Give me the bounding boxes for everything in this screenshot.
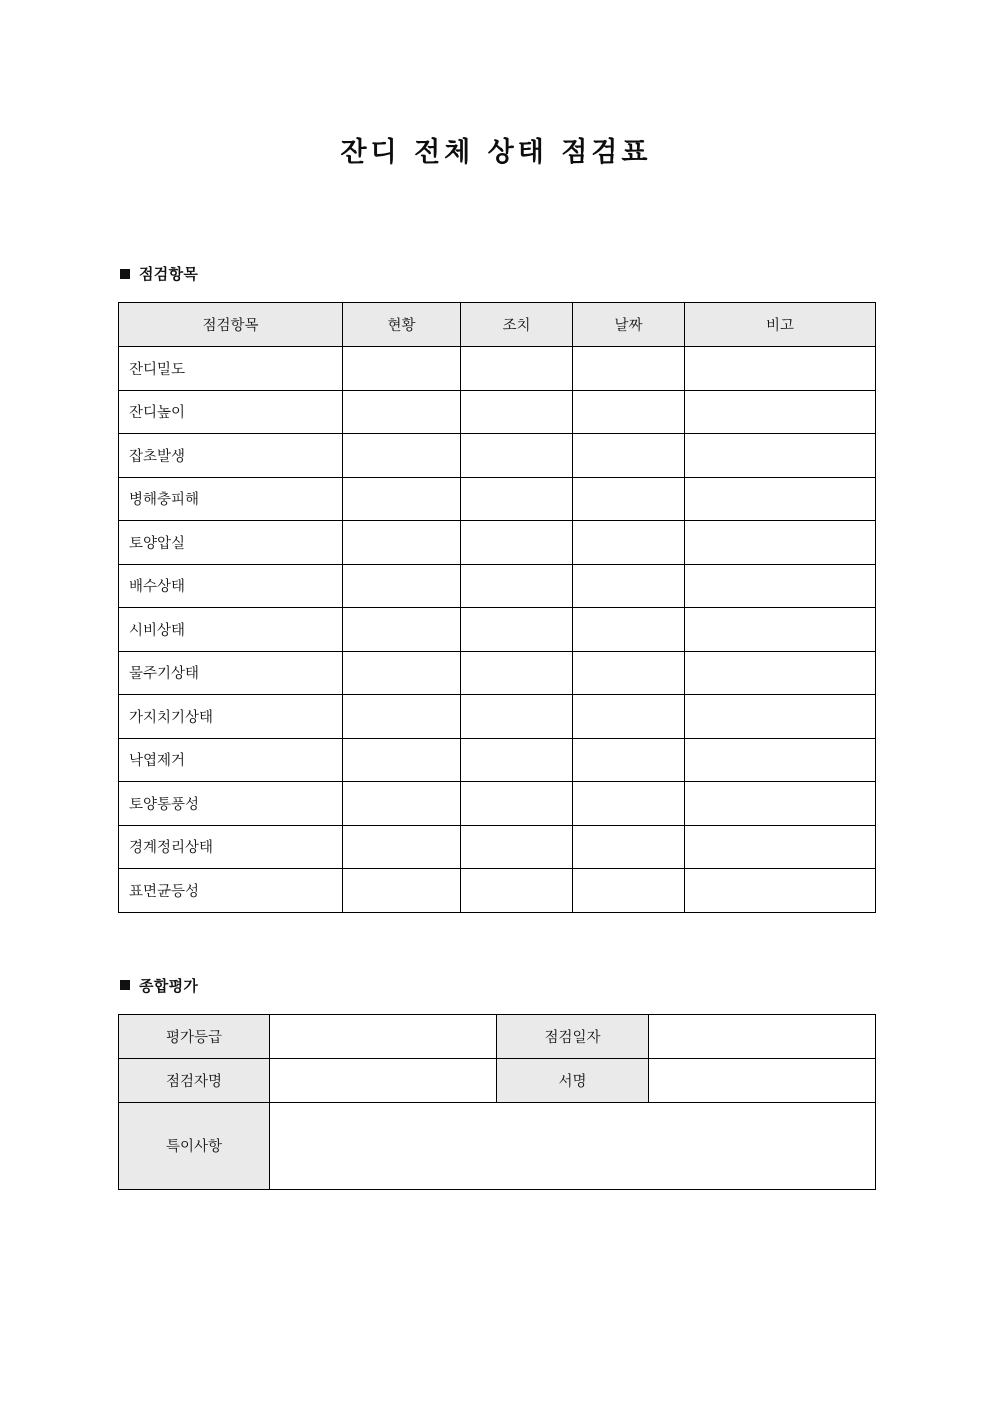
inspection-items-table bbox=[118, 302, 876, 913]
field-signature[interactable] bbox=[649, 1058, 876, 1102]
cell-status[interactable] bbox=[343, 347, 461, 391]
overall-evaluation-table bbox=[118, 1014, 876, 1190]
cell-remark[interactable] bbox=[685, 521, 876, 565]
column-header-status: 현황 bbox=[343, 303, 461, 347]
cell-remark[interactable] bbox=[685, 477, 876, 521]
cell-remark[interactable] bbox=[685, 390, 876, 434]
table-row bbox=[119, 347, 876, 391]
column-header-remark: 비고 bbox=[685, 303, 876, 347]
cell-item-name: 시비상태 bbox=[119, 608, 343, 652]
cell-action[interactable] bbox=[461, 608, 573, 652]
table-row bbox=[119, 825, 876, 869]
cell-item-name: 토양통풍성 bbox=[119, 782, 343, 826]
cell-action[interactable] bbox=[461, 869, 573, 913]
cell-action[interactable] bbox=[461, 434, 573, 478]
cell-status[interactable] bbox=[343, 564, 461, 608]
field-inspection-date[interactable] bbox=[649, 1014, 876, 1058]
cell-remark[interactable] bbox=[685, 434, 876, 478]
cell-status[interactable] bbox=[343, 651, 461, 695]
cell-action[interactable] bbox=[461, 782, 573, 826]
cell-status[interactable] bbox=[343, 608, 461, 652]
table-row bbox=[119, 695, 876, 739]
cell-date[interactable] bbox=[573, 651, 685, 695]
label-evaluation-grade: 평가등급 bbox=[119, 1014, 270, 1058]
field-inspector-name[interactable] bbox=[270, 1058, 497, 1102]
cell-item-name: 경계정리상태 bbox=[119, 825, 343, 869]
cell-status[interactable] bbox=[343, 869, 461, 913]
cell-date[interactable] bbox=[573, 564, 685, 608]
label-inspection-date: 점검일자 bbox=[497, 1014, 649, 1058]
table-header-row bbox=[119, 303, 876, 347]
summary-row-grade-date bbox=[119, 1014, 876, 1058]
cell-item-name: 잡초발생 bbox=[119, 434, 343, 478]
cell-action[interactable] bbox=[461, 695, 573, 739]
cell-remark[interactable] bbox=[685, 738, 876, 782]
label-signature: 서명 bbox=[497, 1058, 649, 1102]
cell-status[interactable] bbox=[343, 477, 461, 521]
cell-remark[interactable] bbox=[685, 869, 876, 913]
label-inspector-name: 점검자명 bbox=[119, 1058, 270, 1102]
cell-item-name: 병해충피해 bbox=[119, 477, 343, 521]
cell-date[interactable] bbox=[573, 869, 685, 913]
table-row bbox=[119, 434, 876, 478]
cell-item-name: 가지치기상태 bbox=[119, 695, 343, 739]
cell-item-name: 잔디높이 bbox=[119, 390, 343, 434]
column-header-action: 조치 bbox=[461, 303, 573, 347]
cell-item-name: 물주기상태 bbox=[119, 651, 343, 695]
cell-status[interactable] bbox=[343, 738, 461, 782]
cell-date[interactable] bbox=[573, 695, 685, 739]
cell-action[interactable] bbox=[461, 477, 573, 521]
cell-action[interactable] bbox=[461, 651, 573, 695]
table-row bbox=[119, 869, 876, 913]
cell-remark[interactable] bbox=[685, 564, 876, 608]
cell-remark[interactable] bbox=[685, 608, 876, 652]
table-row bbox=[119, 390, 876, 434]
section-heading-label: 종합평가 bbox=[139, 976, 199, 995]
summary-row-inspector-signature bbox=[119, 1058, 876, 1102]
cell-remark[interactable] bbox=[685, 782, 876, 826]
cell-status[interactable] bbox=[343, 695, 461, 739]
cell-action[interactable] bbox=[461, 564, 573, 608]
table-row bbox=[119, 782, 876, 826]
table-row bbox=[119, 477, 876, 521]
cell-item-name: 토양압실 bbox=[119, 521, 343, 565]
cell-date[interactable] bbox=[573, 477, 685, 521]
table-row bbox=[119, 651, 876, 695]
cell-remark[interactable] bbox=[685, 825, 876, 869]
cell-action[interactable] bbox=[461, 738, 573, 782]
cell-status[interactable] bbox=[343, 782, 461, 826]
cell-item-name: 표면균등성 bbox=[119, 869, 343, 913]
table-row bbox=[119, 738, 876, 782]
column-header-item: 점검항목 bbox=[119, 303, 343, 347]
cell-status[interactable] bbox=[343, 434, 461, 478]
section-heading-inspection-items bbox=[120, 263, 992, 284]
cell-action[interactable] bbox=[461, 390, 573, 434]
table-row bbox=[119, 521, 876, 565]
cell-action[interactable] bbox=[461, 825, 573, 869]
cell-item-name: 잔디밀도 bbox=[119, 347, 343, 391]
section-heading-label: 점검항목 bbox=[139, 265, 199, 283]
column-header-date: 날짜 bbox=[573, 303, 685, 347]
cell-remark[interactable] bbox=[685, 347, 876, 391]
summary-row-notes bbox=[119, 1102, 876, 1189]
cell-remark[interactable] bbox=[685, 651, 876, 695]
label-special-notes: 특이사항 bbox=[119, 1102, 270, 1189]
cell-date[interactable] bbox=[573, 390, 685, 434]
field-evaluation-grade[interactable] bbox=[270, 1014, 497, 1058]
cell-date[interactable] bbox=[573, 347, 685, 391]
field-special-notes[interactable] bbox=[270, 1102, 876, 1189]
page-title: 잔디 전체 상태 점검표 bbox=[340, 137, 652, 168]
cell-action[interactable] bbox=[461, 347, 573, 391]
cell-item-name: 배수상태 bbox=[119, 564, 343, 608]
cell-date[interactable] bbox=[573, 825, 685, 869]
section-heading-overall-evaluation bbox=[120, 975, 992, 996]
cell-status[interactable] bbox=[343, 390, 461, 434]
table-row bbox=[119, 564, 876, 608]
table-row bbox=[119, 608, 876, 652]
cell-date[interactable] bbox=[573, 608, 685, 652]
square-bullet-icon bbox=[120, 269, 130, 279]
cell-date[interactable] bbox=[573, 782, 685, 826]
cell-item-name: 낙엽제거 bbox=[119, 738, 343, 782]
cell-status[interactable] bbox=[343, 521, 461, 565]
cell-status[interactable] bbox=[343, 825, 461, 869]
cell-date[interactable] bbox=[573, 521, 685, 565]
cell-action[interactable] bbox=[461, 521, 573, 565]
cell-date[interactable] bbox=[573, 738, 685, 782]
square-bullet-icon bbox=[120, 980, 130, 990]
cell-remark[interactable] bbox=[685, 695, 876, 739]
cell-date[interactable] bbox=[573, 434, 685, 478]
